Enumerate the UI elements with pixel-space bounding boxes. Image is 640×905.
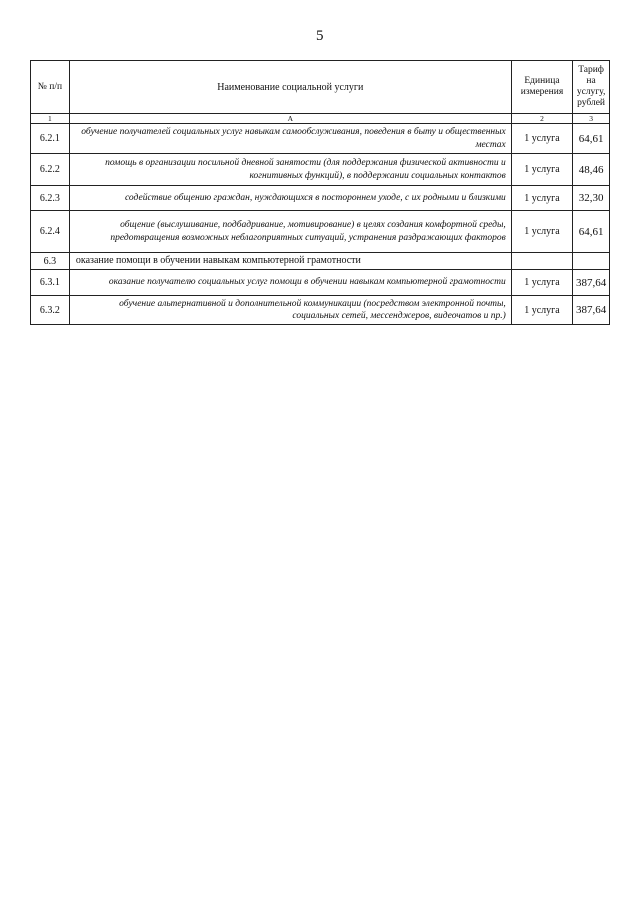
row-name: содействие общению граждан, нуждающихся в постороннем уходе, с их родными и близкими <box>69 186 511 211</box>
row-unit: 1 услуга <box>511 270 572 296</box>
header-unit: Единица измерения <box>511 61 572 114</box>
row-num: 6.3 <box>31 253 70 270</box>
row-num: 6.2.2 <box>31 154 70 186</box>
row-price <box>573 253 610 270</box>
row-num: 6.3.2 <box>31 296 70 325</box>
row-price: 387,64 <box>573 270 610 296</box>
row-name: общение (выслушивание, подбадривание, мотивирование) в целях создания комфортной среды, предотвращения возможных неблагоприятных ситуаций, устранения раздражающих факторов <box>69 211 511 253</box>
header-num: № п/п <box>31 61 70 114</box>
row-name: обучение получателей социальных услуг навыкам самообслуживания, поведения в быту и общественных местах <box>69 124 511 154</box>
row-num: 6.2.4 <box>31 211 70 253</box>
section-row <box>31 253 610 270</box>
row-price: 32,30 <box>573 186 610 211</box>
table-row <box>31 211 610 253</box>
index-name: А <box>69 114 511 124</box>
row-price: 64,61 <box>573 211 610 253</box>
table-row <box>31 154 610 186</box>
index-unit: 2 <box>511 114 572 124</box>
row-unit: 1 услуга <box>511 124 572 154</box>
row-unit: 1 услуга <box>511 154 572 186</box>
row-num: 6.3.1 <box>31 270 70 296</box>
row-unit <box>511 253 572 270</box>
header-name: Наименование социальной услуги <box>69 61 511 114</box>
index-price: 3 <box>573 114 610 124</box>
row-name: обучение альтернативной и дополнительной коммуникации (посредством электронной почты, социальных сетей, мессенджеров, видеочатов и пр.) <box>69 296 511 325</box>
tariff-table <box>30 60 610 325</box>
row-name: помощь в организации посильной дневной занятости (для поддержания физической активности и когнитивных функций), в поддержании социальных контактов <box>69 154 511 186</box>
page-number: 5 <box>316 28 324 44</box>
row-price: 48,46 <box>573 154 610 186</box>
row-unit: 1 услуга <box>511 211 572 253</box>
row-num: 6.2.3 <box>31 186 70 211</box>
index-num: 1 <box>31 114 70 124</box>
header-price: Тариф на услугу, рублей <box>573 61 610 114</box>
table-row <box>31 270 610 296</box>
column-index-row <box>31 114 610 124</box>
row-name: оказание получателю социальных услуг помощи в обучении навыкам компьютерной грамотности <box>69 270 511 296</box>
header-row <box>31 61 610 114</box>
row-unit: 1 услуга <box>511 186 572 211</box>
row-price: 64,61 <box>573 124 610 154</box>
row-name: оказание помощи в обучении навыкам компьютерной грамотности <box>69 253 511 270</box>
row-num: 6.2.1 <box>31 124 70 154</box>
table-row <box>31 186 610 211</box>
row-unit: 1 услуга <box>511 296 572 325</box>
row-price: 387,64 <box>573 296 610 325</box>
table-row <box>31 124 610 154</box>
table-row <box>31 296 610 325</box>
